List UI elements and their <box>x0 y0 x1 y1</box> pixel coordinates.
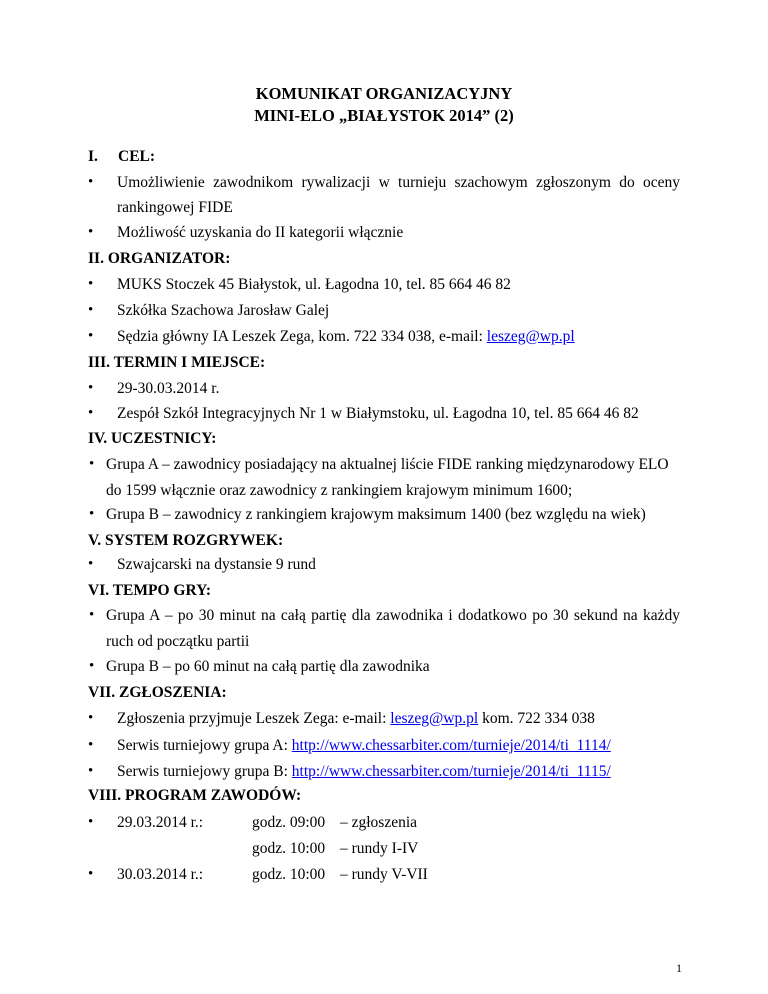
section-label: CEL: <box>118 148 156 165</box>
bullet-icon: • <box>89 506 95 522</box>
document-title-line-2: MINI-ELO „BIAŁYSTOK 2014” (2) <box>254 106 514 125</box>
list-item-text: Zespół Szkół Integracyjnych Nr 1 w Białymstoku, ul. Łagodna 10, tel. 85 664 46 82 <box>117 405 639 422</box>
section-heading-zgloszenia: VII. ZGŁOSZENIA: <box>88 684 227 701</box>
bullet-icon: • <box>89 456 95 472</box>
section-number: I. <box>88 148 98 165</box>
list-item-continuation: rankingowej FIDE <box>117 199 233 216</box>
list-item <box>88 506 680 526</box>
bullet-icon: • <box>89 658 95 674</box>
section-heading-tempo: VI. TEMPO GRY: <box>88 582 212 599</box>
list-item-text: Umożliwienie zawodnikom rywalizacji w turnieju szachowym zgłoszonym do oceny <box>117 174 680 191</box>
list-item <box>88 276 680 296</box>
list-item-text: Grupa B – po 60 minut na całą partię dla zawodnika <box>106 658 430 675</box>
list-item <box>88 763 680 783</box>
judge-email-link[interactable]: leszeg@wp.pl <box>486 328 575 345</box>
document-title-line-1: KOMUNIKAT ORGANIZACYJNY <box>255 84 513 103</box>
list-item <box>88 380 680 400</box>
bullet-icon: • <box>89 607 95 623</box>
list-item-text: Możliwość uzyskania do II kategorii włącznie <box>117 224 404 241</box>
registration-email-link[interactable]: leszeg@wp.pl <box>390 710 479 727</box>
list-item-text: 29-30.03.2014 r. <box>117 380 220 397</box>
bullet-icon: • <box>88 866 94 882</box>
list-item-text: MUKS Stoczek 45 Białystok, ul. Łagodna 10, tel. 85 664 46 82 <box>117 276 511 293</box>
schedule-time: godz. 10:00 <box>252 866 326 883</box>
bullet-icon: • <box>88 276 94 292</box>
list-item-continuation: do 1599 włącznie oraz zawodnicy z rankingiem krajowym minimum 1600; <box>106 482 573 499</box>
page-number: 1 <box>676 961 682 975</box>
schedule-event: – zgłoszenia <box>340 814 418 831</box>
schedule-time: godz. 09:00 <box>252 814 326 831</box>
schedule-date: 29.03.2014 r.: <box>117 814 204 831</box>
list-item <box>88 456 680 476</box>
bullet-icon: • <box>88 814 94 830</box>
list-item <box>88 328 680 348</box>
section-heading-uczestnicy: IV. UCZESTNICY: <box>88 430 217 447</box>
section-heading-system: V. SYSTEM ROZGRYWEK: <box>88 532 284 549</box>
list-item <box>88 710 680 730</box>
list-item-continuation: ruch od początku partii <box>106 633 250 650</box>
list-item <box>88 556 680 576</box>
registration-text: Zgłoszenia przyjmuje Leszek Zega: e-mail: <box>117 710 391 727</box>
schedule-time: godz. 10:00 <box>252 840 326 857</box>
list-item-text: Szwajcarski na dystansie 9 rund <box>117 556 316 573</box>
list-item-text <box>117 763 611 781</box>
list-item <box>88 658 680 678</box>
service-a-link[interactable]: http://www.chessarbiter.com/turnieje/2014/ti_1114/ <box>291 737 611 754</box>
list-item <box>88 607 680 627</box>
list-item-text <box>117 328 575 346</box>
bullet-icon: • <box>88 328 94 344</box>
bullet-icon: • <box>88 710 94 726</box>
bullet-icon: • <box>88 224 94 240</box>
section-heading-cel <box>88 148 155 166</box>
bullet-icon: • <box>88 737 94 753</box>
schedule-date: 30.03.2014 r.: <box>117 866 204 883</box>
list-item-text: Szkółka Szachowa Jarosław Galej <box>117 302 330 319</box>
list-item <box>88 302 680 322</box>
registration-phone-text: kom. 722 334 038 <box>478 710 595 727</box>
schedule-event: – rundy I-IV <box>340 840 419 857</box>
list-item-text <box>117 710 595 728</box>
bullet-icon: • <box>88 763 94 779</box>
section-heading-organizator: II. ORGANIZATOR: <box>88 250 231 267</box>
bullet-icon: • <box>88 380 94 396</box>
list-item <box>88 224 680 244</box>
list-item-text: Grupa A – zawodnicy posiadający na aktualnej liście FIDE ranking międzynarodowy ELO <box>106 456 669 473</box>
service-b-link[interactable]: http://www.chessarbiter.com/turnieje/2014/ti_1115/ <box>291 763 611 780</box>
judge-contact-text: Sędzia główny IA Leszek Zega, kom. 722 334 038, e-mail: <box>117 328 487 345</box>
list-item <box>88 737 680 757</box>
service-b-label: Serwis turniejowy grupa B: <box>117 763 292 780</box>
bullet-icon: • <box>88 174 94 190</box>
section-heading-program: VIII. PROGRAM ZAWODÓW: <box>88 787 302 804</box>
list-item <box>88 405 680 425</box>
bullet-icon: • <box>88 556 94 572</box>
list-item-text <box>117 737 611 755</box>
service-a-label: Serwis turniejowy grupa A: <box>117 737 292 754</box>
list-item-text: Grupa B – zawodnicy z rankingiem krajowym maksimum 1400 (bez względu na wiek) <box>106 506 646 523</box>
schedule-event: – rundy V-VII <box>340 866 428 883</box>
list-item <box>88 174 680 194</box>
list-item-text: Grupa A – po 30 minut na całą partię dla zawodnika i dodatkowo po 30 sekund na każdy <box>106 607 680 624</box>
bullet-icon: • <box>88 405 94 421</box>
section-heading-termin: III. TERMIN I MIEJSCE: <box>88 354 266 371</box>
bullet-icon: • <box>88 302 94 318</box>
